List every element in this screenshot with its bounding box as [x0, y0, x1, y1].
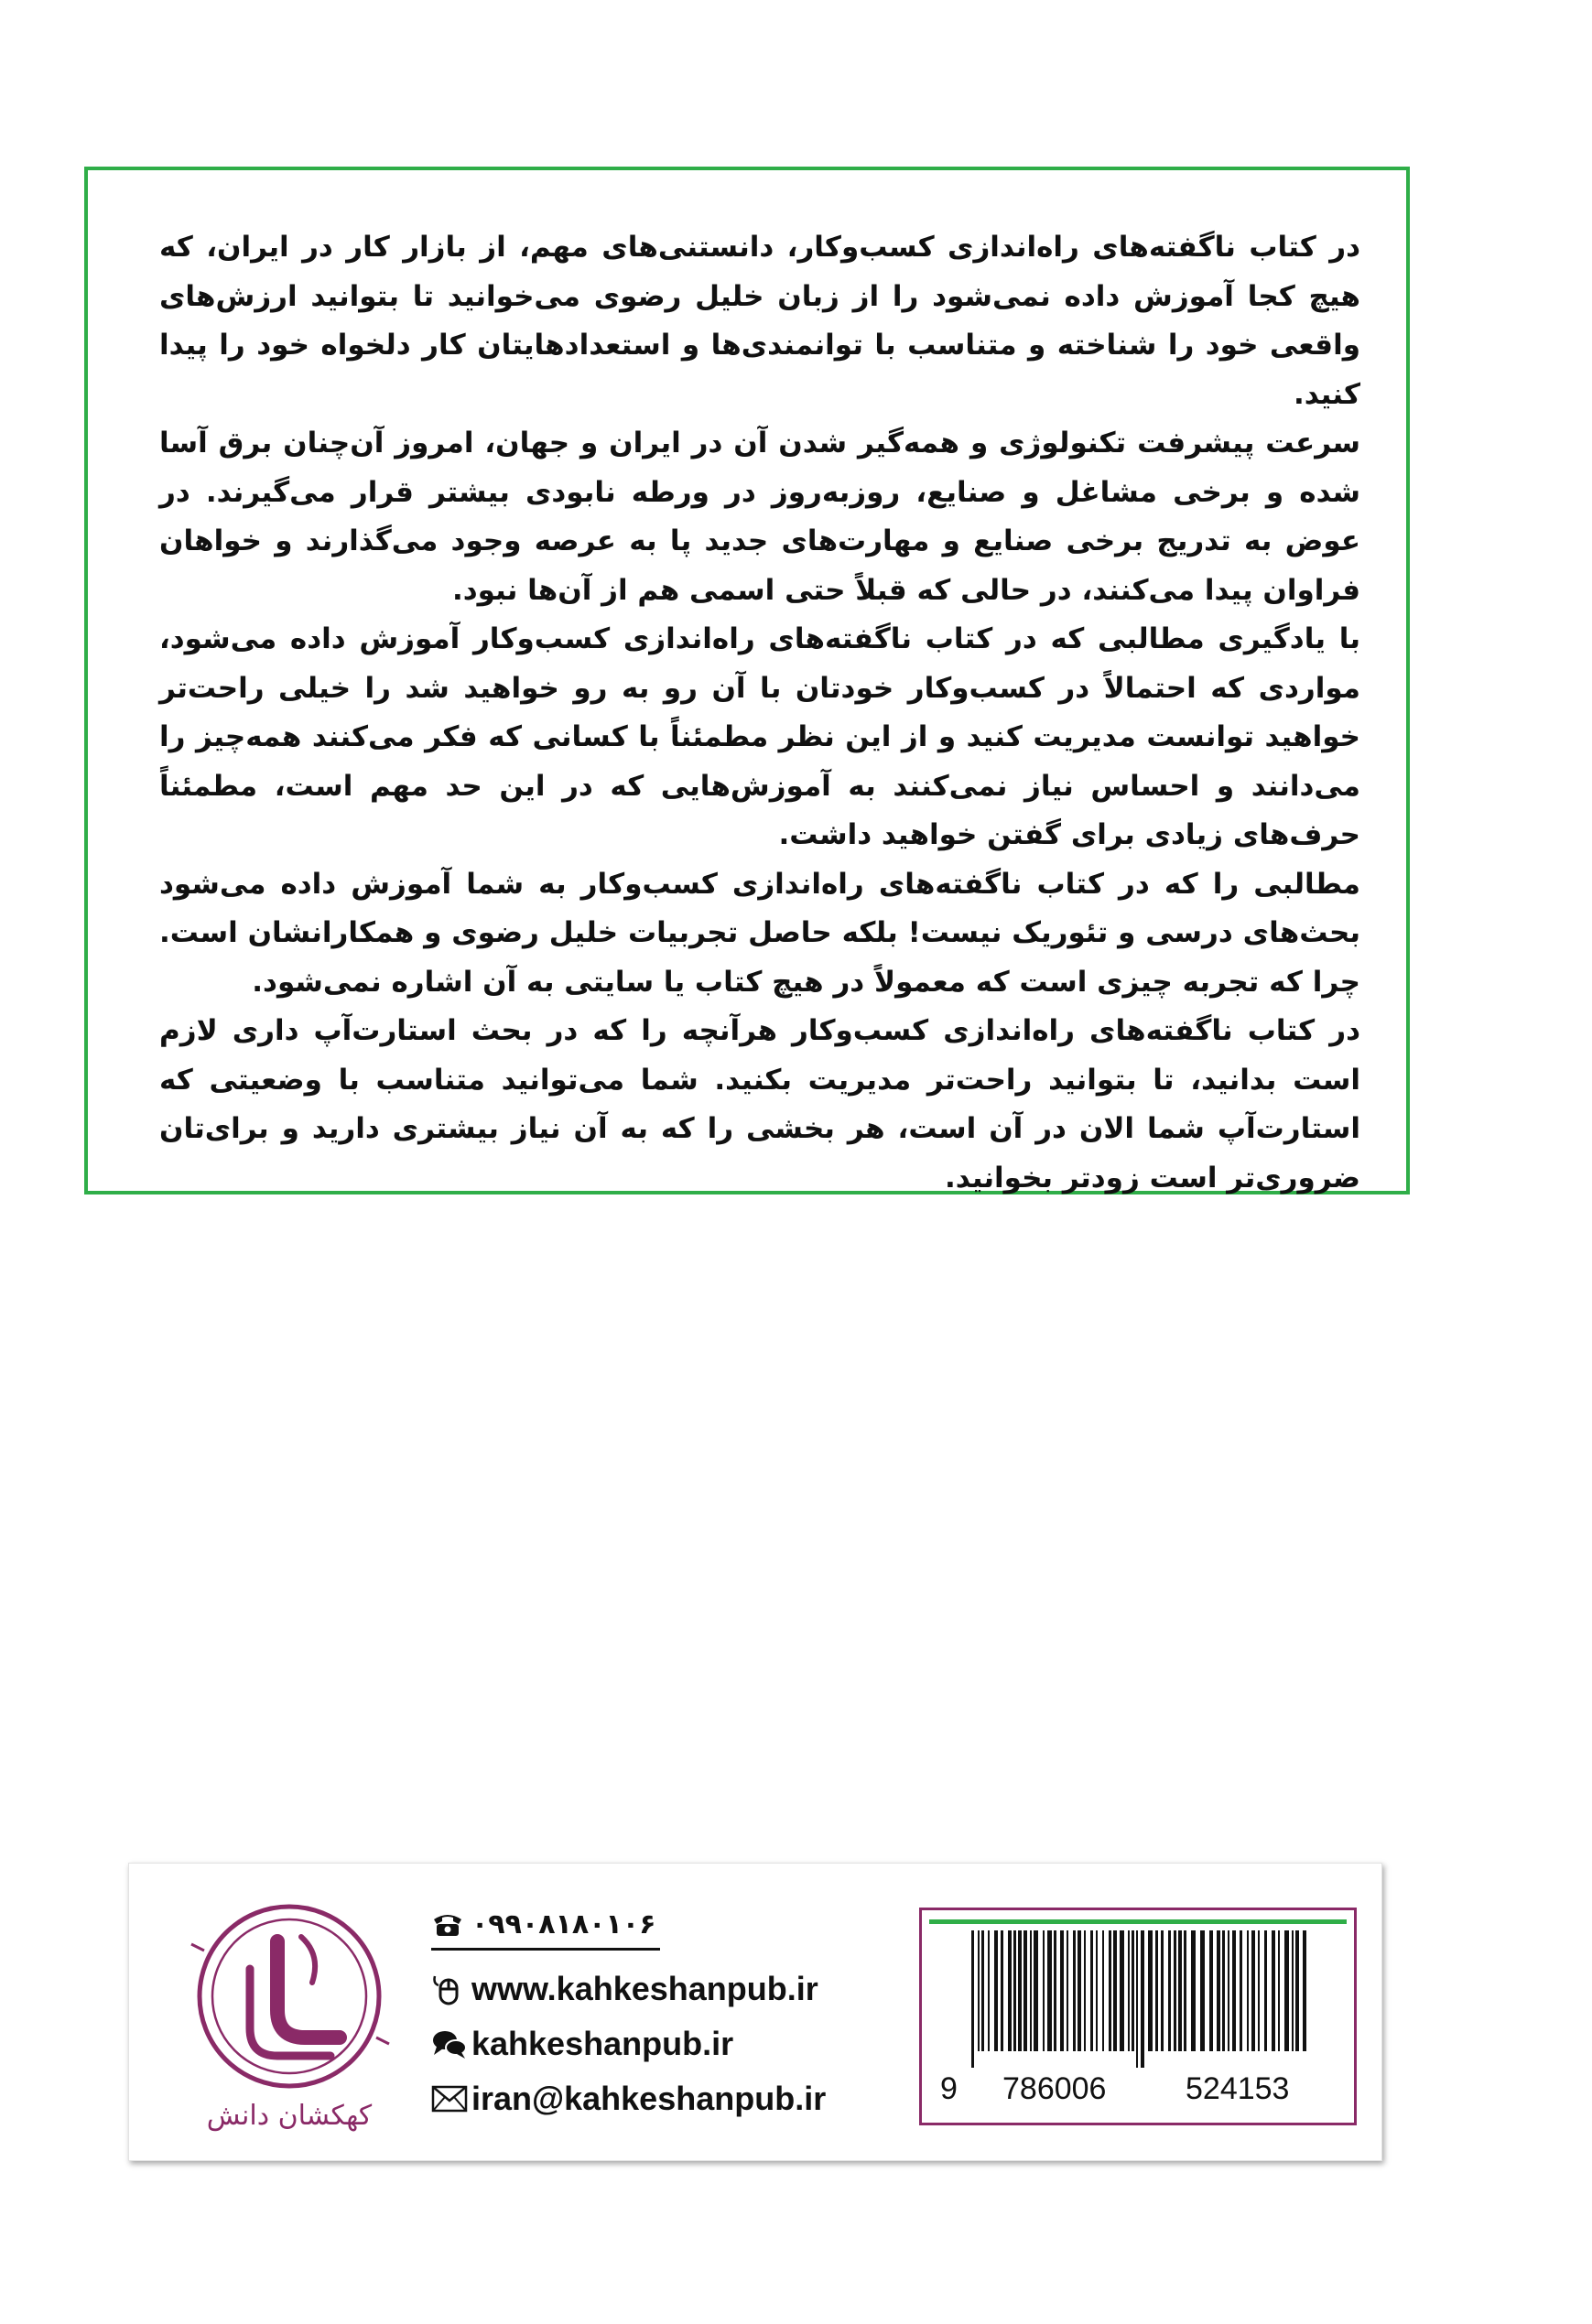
- social-row: [431, 2016, 907, 2071]
- barcode-bar: [1174, 1930, 1176, 2051]
- barcode-bar: [1247, 1930, 1249, 2051]
- phone-number: ۰۹۹۰۸۱۸۰۱۰۶: [471, 1908, 656, 1940]
- barcode-bar: [1168, 1930, 1171, 2051]
- description-box: [84, 167, 1410, 1194]
- isbn-digit-group-2: 524153: [1186, 2071, 1290, 2106]
- isbn-digit-group-1: 786006: [1002, 2071, 1107, 2106]
- logo-emblem-icon: [184, 1900, 395, 2097]
- paragraph-2: سرعت پیشرفت تکنولوژی و همه‌گیر شدن آن در ایران و جهان، امروز آن‌چنان برق آسا شده و برخی مشاغل و صنایع، روزبه‌روز در ورطه نابودی بیشتر قرار می‌گیرند. در عوض به تدریج برخی صنایع و مهارت‌های جدید پا به عرصه وجود می‌گذارند و خواهان فراوان پیدا می‌کنند، در حالی که قبلاً حتی اسمی هم از آن‌ها نبود.: [159, 427, 1360, 607]
- barcode-bar: [1155, 1930, 1158, 2051]
- barcode-bar: [1303, 1930, 1306, 2051]
- barcode-bar: [1240, 1930, 1242, 2051]
- barcode-bar: [1284, 1930, 1289, 2051]
- barcode-bar: [1209, 1930, 1213, 2051]
- barcode-bars-icon: [931, 1930, 1345, 2068]
- barcode-bar: [1148, 1930, 1153, 2051]
- barcode-bar: [1292, 1930, 1294, 2051]
- barcode-bar: [1090, 1930, 1093, 2051]
- barcode-bar: [1232, 1930, 1236, 2051]
- barcode-bar: [1001, 1930, 1003, 2051]
- social-handle[interactable]: kahkeshanpub.ir: [471, 2025, 734, 2062]
- website-row: [431, 1962, 907, 2016]
- publisher-logo: [184, 1900, 395, 2138]
- barcode-bar: [1222, 1930, 1225, 2051]
- barcode-bar: [1096, 1930, 1098, 2051]
- barcode-bar: [1278, 1930, 1280, 2051]
- barcode-bar: [1008, 1930, 1012, 2051]
- barcode-bar: [1060, 1930, 1064, 2051]
- barcode-bar: [1272, 1930, 1275, 2051]
- barcode-bar: [1217, 1930, 1220, 2051]
- barcode-bar: [1023, 1930, 1027, 2051]
- barcode-bar: [981, 1930, 984, 2051]
- barcode-bar: [1161, 1930, 1164, 2051]
- contact-list: [431, 1900, 907, 2126]
- chat-icon: [431, 2026, 471, 2062]
- isbn-digit-prefix: 9: [940, 2071, 958, 2106]
- paragraph-5: در کتاب ناگفته‌های راه‌اندازی کسب‌وکار هرآنچه را که در بحث استارت‌آپ داری لازم است بدانید، تا بتوانید راحت‌تر مدیریت بکنید. شما می‌توانید متناسب با وضعیتی که استارت‌آپ شما الان در آن است، هر بخشی را که به آن نیاز بیشتری دارید و برای‌تان ضروری‌تر است زودتر بخوانید.: [159, 1014, 1360, 1194]
- isbn-barcode: [919, 1908, 1357, 2125]
- barcode-bar: [1013, 1930, 1016, 2051]
- barcode-bar: [978, 1930, 980, 2051]
- barcode-bar: [1132, 1930, 1134, 2051]
- barcode-bar: [1034, 1930, 1038, 2051]
- barcode-bar: [1200, 1930, 1205, 2051]
- barcode-bar: [1067, 1930, 1068, 2051]
- barcode-top-line: [929, 1919, 1347, 1924]
- barcode-bar: [1030, 1930, 1032, 2051]
- barcode-bar: [971, 1930, 974, 2068]
- email-address[interactable]: iran@kahkeshanpub.ir: [471, 2080, 827, 2117]
- website-link[interactable]: www.kahkeshanpub.ir: [471, 1970, 818, 2007]
- barcode-bar: [1084, 1930, 1086, 2051]
- barcode-bar: [1191, 1930, 1196, 2051]
- barcode-bar: [1136, 1930, 1138, 2068]
- barcode-bar: [988, 1930, 990, 2051]
- barcode-bar: [1043, 1930, 1045, 2051]
- paragraph-3: با یادگیری مطالبی که در کتاب ناگفته‌های راه‌اندازی کسب‌وکار آموزش داده می‌شود، مواردی که احتمالاً در کسب‌وکار خودتان با آن رو به رو خواهید شد را خیلی راحت‌تر خواهید توانست مدیریت کنید و از این نظر مطمئناً با کسانی که فکر می‌کنند همه‌چیز را می‌دانند و احساس نیاز نمی‌کنند به آموزش‌هایی که در این حد مهم است، مطمئناً حرف‌های زیادی برای گفتن خواهید داشت.: [159, 622, 1360, 851]
- barcode-bar: [1073, 1930, 1076, 2051]
- barcode-bar: [1054, 1930, 1056, 2051]
- phone-row: [431, 1900, 660, 1951]
- description-text: [159, 223, 1360, 1203]
- barcode-bar: [1109, 1930, 1111, 2051]
- barcode-bar: [1184, 1930, 1186, 2051]
- barcode-bar: [1113, 1930, 1117, 2051]
- barcode-bar: [1018, 1930, 1022, 2051]
- barcode-bar: [1047, 1930, 1052, 2051]
- phone-icon: [431, 1906, 471, 1942]
- paragraph-1: در کتاب ناگفته‌های راه‌اندازی کسب‌وکار، دانستنی‌های مهم، از بازار کار در ایران، که هیچ کجا آموزش داده نمی‌شود را از زبان خلیل رضوی می‌خوانید تا بتوانید ارزش‌های واقعی خود را شناخته و متناسب با توانمندی‌ها و استعدادهایتان کار دلخواه خود را پیدا کنید.: [159, 231, 1360, 411]
- paragraph-4: مطالبی را که در کتاب ناگفته‌های راه‌اندازی کسب‌وکار به شما آموزش داده می‌شود بحث‌های درسی و تئوریک نیست! بلکه حاصل تجربیات خلیل رضوی و همکارانشان است. چرا که تجربه چیزی است که معمولاً در هیچ کتاب یا سایتی به آن اشاره نمی‌شود.: [159, 867, 1360, 999]
- email-row: [431, 2071, 907, 2126]
- barcode-bar: [1102, 1930, 1104, 2051]
- barcode-bar: [1128, 1930, 1130, 2051]
- barcode-bar: [1295, 1930, 1299, 2051]
- barcode-bar: [1120, 1930, 1124, 2051]
- barcode-bar: [1228, 1930, 1229, 2051]
- envelope-icon: [431, 2081, 471, 2117]
- logo-caption: کهکشان دانش: [206, 2100, 373, 2132]
- publisher-footer: [128, 1863, 1382, 2161]
- isbn-digits: [940, 2071, 1343, 2108]
- barcode-bar: [1078, 1930, 1081, 2051]
- barcode-bar: [994, 1930, 998, 2051]
- barcode-bar: [1141, 1930, 1144, 2068]
- barcode-bar: [1251, 1930, 1255, 2051]
- barcode-bar: [1264, 1930, 1267, 2051]
- barcode-bar: [1178, 1930, 1182, 2051]
- mouse-icon: [431, 1971, 471, 2007]
- barcode-bar: [1258, 1930, 1260, 2051]
